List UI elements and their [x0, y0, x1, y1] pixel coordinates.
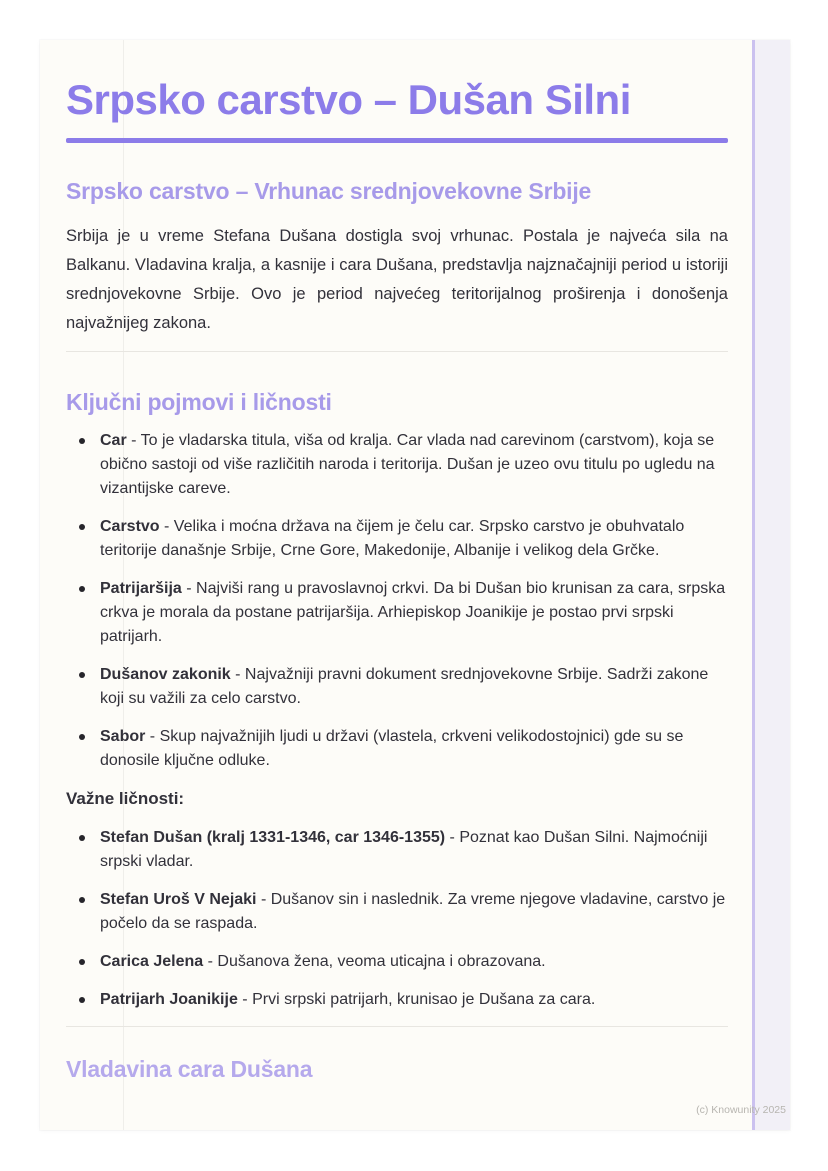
term-text: - Najvažniji pravni dokument srednjovekovne Srbije. Sadrži zakone koji su važili za celo carstvo.	[100, 666, 709, 707]
term-text: - Dušanova žena, veoma uticajna i obrazovana.	[207, 953, 546, 970]
important-persons-list	[66, 826, 728, 1012]
term-text: - Poznat kao Dušan Silni. Najmoćniji srpski vladar.	[100, 829, 708, 870]
document-page	[40, 40, 790, 1130]
section-heading-vladavina: Vladavina cara Dušana	[66, 1056, 313, 1082]
term-label: Patrijarh Joanikije	[100, 991, 238, 1008]
list-item-stefan-dusan	[66, 826, 728, 874]
term-label: Carstvo	[100, 518, 160, 535]
list-item-sabor	[66, 725, 728, 773]
bullet-icon	[79, 734, 85, 740]
bullet-icon	[79, 835, 85, 841]
footer-credit: (c) Knowunity 2025	[696, 1104, 786, 1116]
intro-paragraph: Srbija je u vreme Stefana Dušana dostigla svoj vrhunac. Postala je najveća sila na Balkanu. Vladavina kralja, a kasnije i cara Dušana, predstavlja najznačajniji period u istoriji srednjovekovne Srbije. Ovo je period najvećeg teritorijalnog proširenja i donošenja najvažnijeg zakona.	[66, 227, 728, 332]
bullet-icon	[79, 897, 85, 903]
list-item-carica-jelena	[66, 950, 728, 974]
term-label: Stefan Uroš V Nejaki	[100, 891, 257, 908]
list-item-stefan-uros	[66, 888, 728, 936]
term-text: - Najviši rang u pravoslavnoj crkvi. Da bi Dušan bio krunisan za cara, srpska crkva je morala da postane patrijaršija. Arhiepiskop Joanikije je postao prvi srpski patrijarh.	[100, 580, 726, 645]
term-label: Sabor	[100, 728, 146, 745]
term-text: - Dušanov sin i naslednik. Za vreme njegove vladavine, carstvo je počelo da se raspada.	[100, 891, 726, 932]
bullet-icon	[79, 959, 85, 965]
section-heading-key-terms: Ključni pojmovi i ličnosti	[66, 389, 332, 415]
list-item-car	[66, 429, 728, 501]
list-item-patrijarsija	[66, 577, 728, 649]
term-label: Stefan Dušan (kralj 1331-1346, car 1346-1355)	[100, 829, 446, 846]
subheading-important-persons: Važne ličnosti:	[66, 789, 185, 808]
term-text: - Velika i moćna država na čijem je čelu car. Srpsko carstvo je obuhvatalo teritorije današnje Srbije, Crne Gore, Makedonije, Albanije i velikog dela Grčke.	[100, 518, 685, 559]
term-text: - Skup najvažnijih ljudi u državi (vlastela, crkveni velikodostojnici) gde su se donosile ključne odluke.	[100, 728, 684, 769]
term-label: Carica Jelena	[100, 953, 204, 970]
document-title: Srpsko carstvo – Dušan Silni	[66, 76, 631, 123]
bullet-icon	[79, 586, 85, 592]
term-label: Car	[100, 432, 127, 449]
document-content	[40, 40, 790, 1083]
term-label: Dušanov zakonik	[100, 666, 231, 683]
section-heading-intro: Srpsko carstvo – Vrhunac srednjovekovne Srbije	[66, 178, 592, 204]
term-label: Patrijaršija	[100, 580, 182, 597]
bullet-icon	[79, 438, 85, 444]
bullet-icon	[79, 672, 85, 678]
section-divider	[66, 351, 728, 352]
bullet-icon	[79, 997, 85, 1003]
list-item-carstvo	[66, 515, 728, 563]
term-text: - Prvi srpski patrijarh, krunisao je Dušana za cara.	[242, 991, 596, 1008]
section-divider	[66, 1026, 728, 1027]
term-text: - To je vladarska titula, viša od kralja. Car vlada nad carevinom (carstvom), koja se obično sastoji od više različitih naroda i teritorija. Dušan je uzeo ovu titulu po ugledu na vizantijske careve.	[100, 432, 715, 497]
list-item-dusanov-zakonik	[66, 663, 728, 711]
bullet-icon	[79, 524, 85, 530]
title-underline-rule	[66, 138, 728, 143]
key-terms-list	[66, 429, 728, 773]
list-item-patrijarh-joanikije	[66, 988, 728, 1012]
